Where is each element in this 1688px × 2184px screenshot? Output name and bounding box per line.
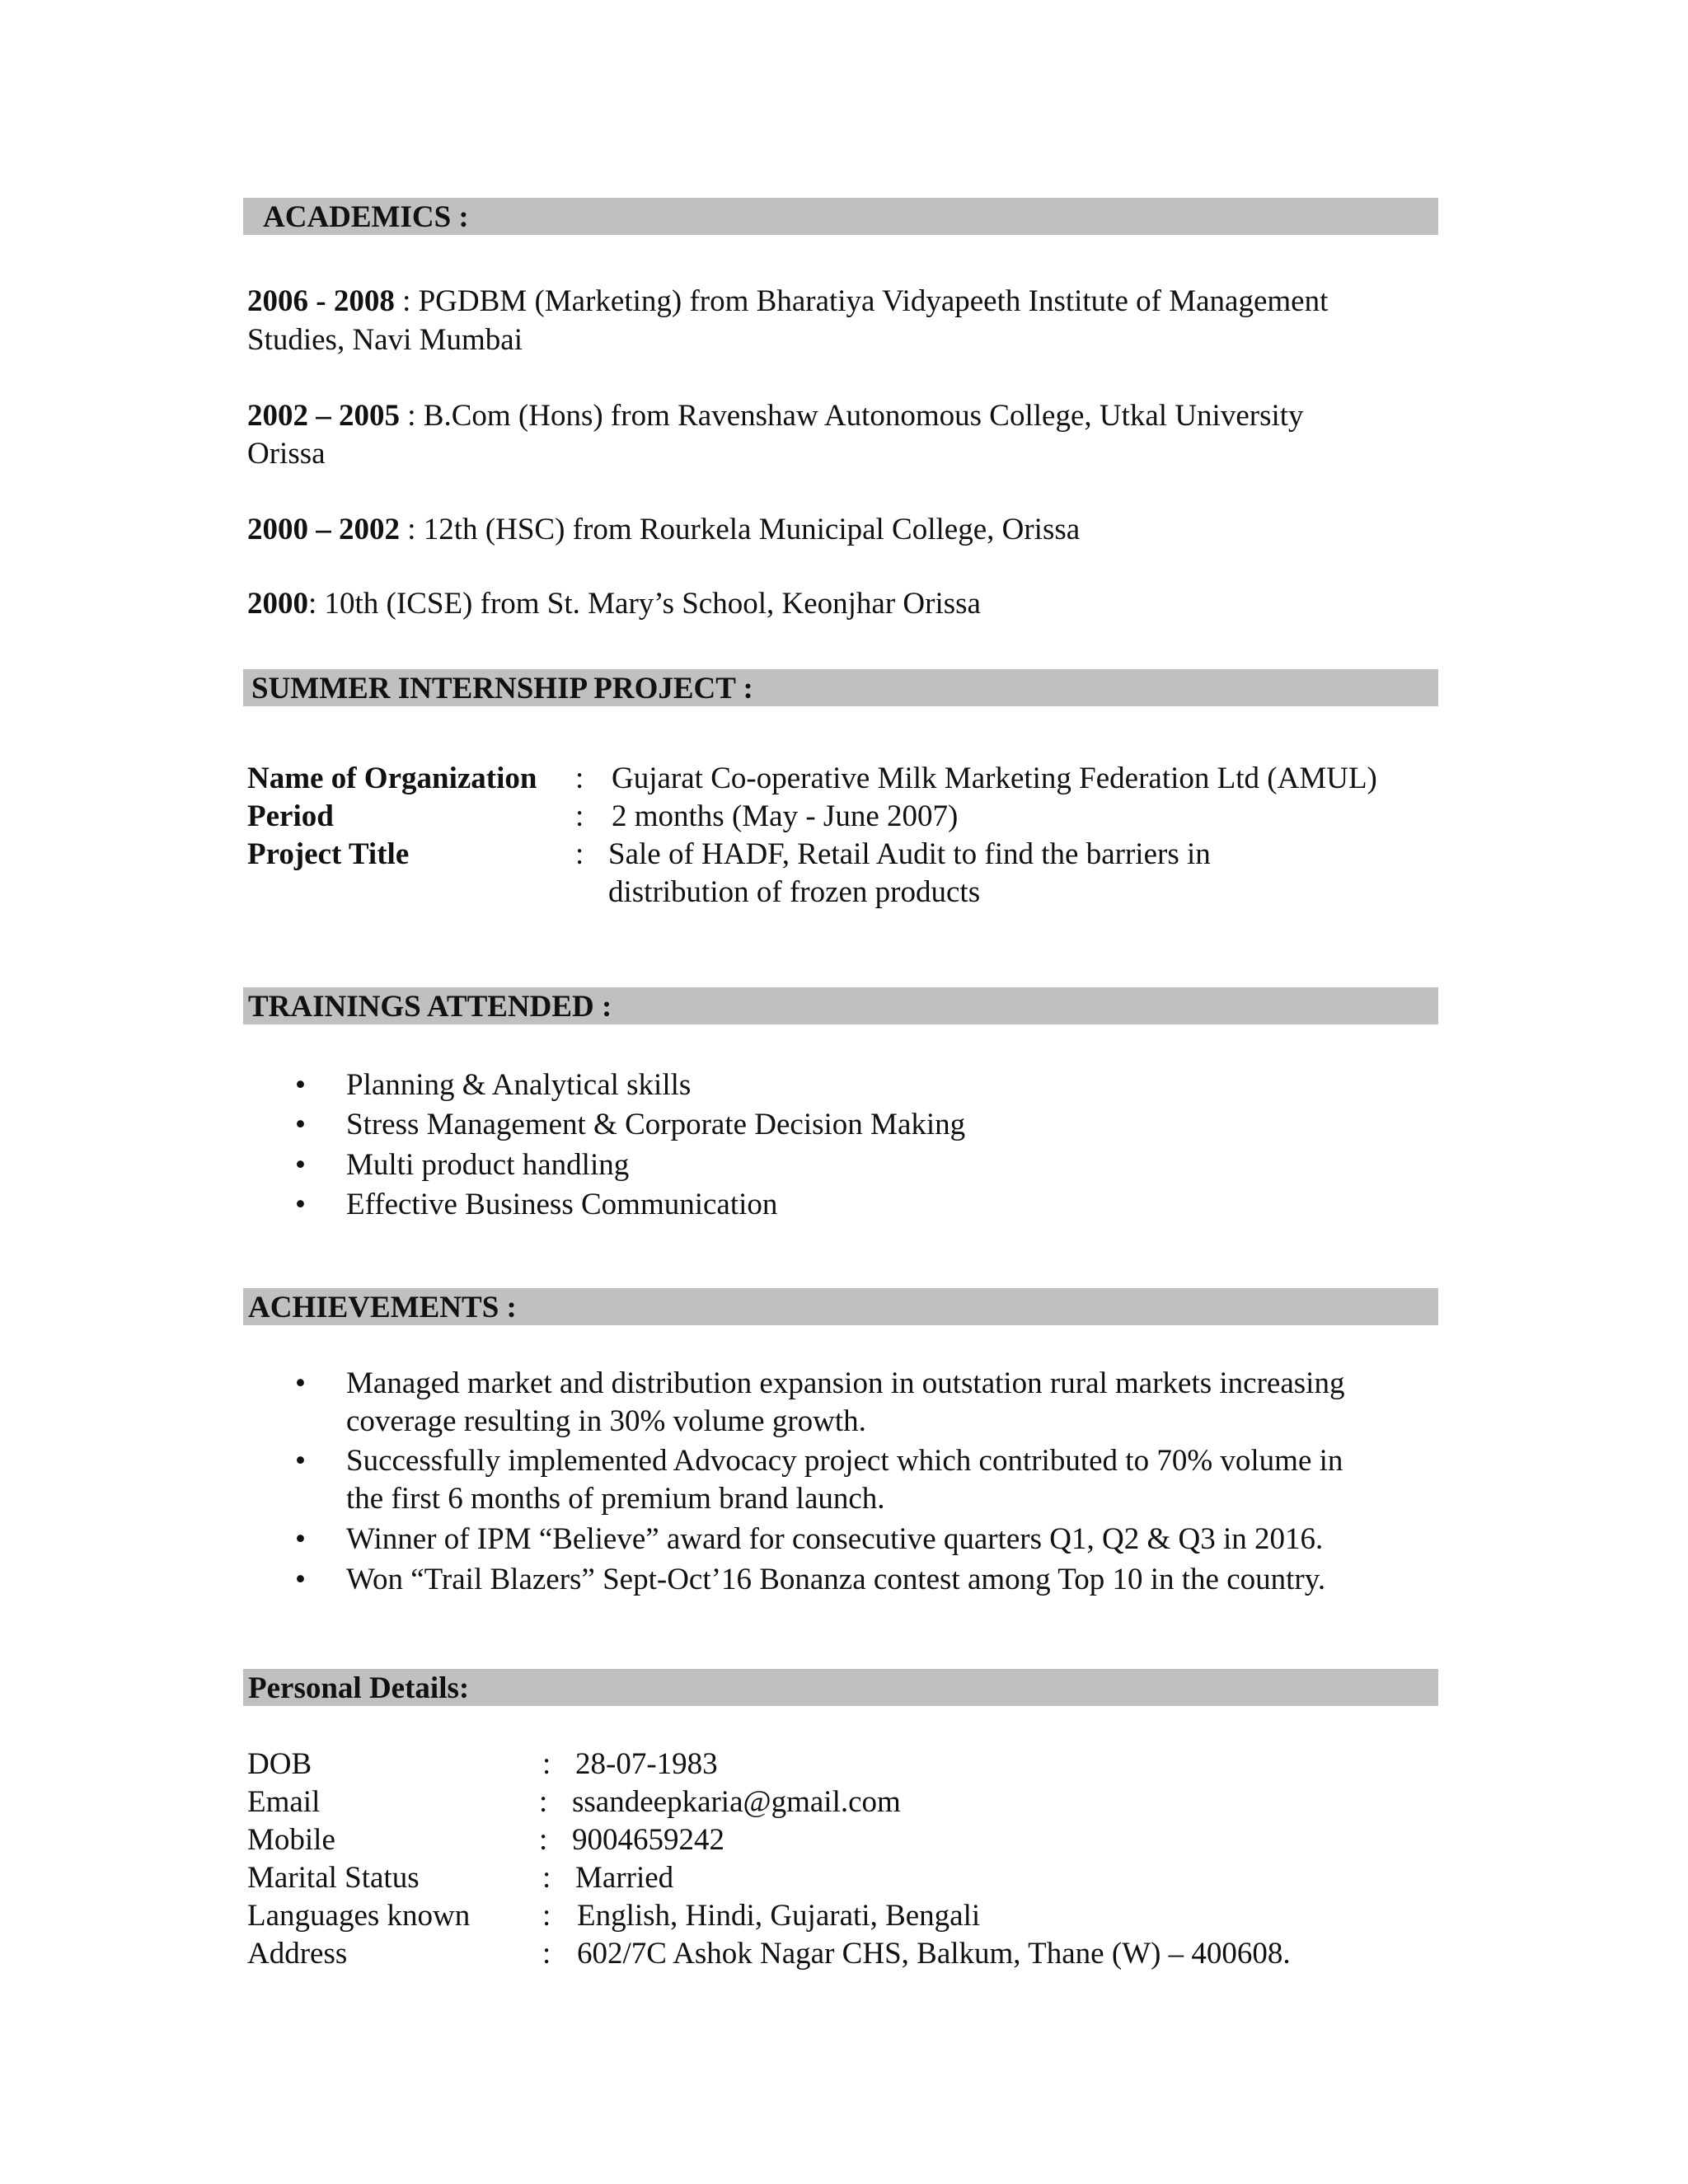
academic-entry-4-text: 10th (ICSE) from St. Mary’s School, Keonjhar Orissa xyxy=(324,587,981,621)
achievement-item-2-line2: the first 6 months of premium brand launch. xyxy=(346,1482,885,1516)
personal-languages-value: English, Hindi, Gujarati, Bengali xyxy=(577,1899,981,1933)
internship-title-value: Sale of HADF, Retail Audit to find the barriers in xyxy=(608,837,1211,871)
academic-entry-1-line1 xyxy=(247,283,1328,321)
personal-heading: Personal Details: xyxy=(243,1669,1438,1706)
training-bullet-4: • xyxy=(295,1188,306,1221)
internship-title-label: Project Title xyxy=(247,837,410,871)
internship-title-value-line2: distribution of frozen products xyxy=(608,875,981,909)
training-bullet-1: • xyxy=(295,1068,306,1102)
academic-entry-1-sep: : xyxy=(394,284,419,318)
academic-entry-3-sep: : xyxy=(400,513,424,546)
achievement-bullet-1: • xyxy=(295,1366,306,1400)
personal-dob-value: 28-07-1983 xyxy=(575,1747,718,1781)
academic-entry-4-years: 2000 xyxy=(247,587,308,621)
personal-mobile-label: Mobile xyxy=(247,1823,335,1857)
academic-entry-4-sep: : xyxy=(308,587,325,621)
academics-heading: ACADEMICS : xyxy=(243,198,1438,235)
training-item-1: Planning & Analytical skills xyxy=(346,1068,692,1102)
personal-address-value: 602/7C Ashok Nagar CHS, Balkum, Thane (W) – 400608. xyxy=(577,1937,1291,1971)
achievement-bullet-3: • xyxy=(295,1522,306,1556)
academic-entry-3-text: 12th (HSC) from Rourkela Municipal College, Orissa xyxy=(423,513,1081,546)
internship-org-colon: : xyxy=(575,762,584,795)
achievements-heading: ACHIEVEMENTS : xyxy=(243,1288,1438,1325)
academic-entry-4-line1 xyxy=(247,585,981,623)
personal-address-label: Address xyxy=(247,1937,348,1971)
internship-org-label: Name of Organization xyxy=(247,762,537,795)
personal-address-colon: : xyxy=(542,1937,551,1971)
academic-entry-3-line1 xyxy=(247,511,1080,549)
personal-dob-label: DOB xyxy=(247,1747,312,1781)
personal-email-value: ssandeepkaria@gmail.com xyxy=(572,1785,901,1819)
personal-dob-colon: : xyxy=(542,1747,551,1781)
personal-email-label: Email xyxy=(247,1785,321,1819)
personal-languages-label: Languages known xyxy=(247,1899,471,1933)
achievement-bullet-4: • xyxy=(295,1563,306,1596)
achievement-bullet-2: • xyxy=(295,1444,306,1478)
internship-title-colon: : xyxy=(575,837,584,871)
personal-languages-colon: : xyxy=(542,1899,551,1933)
academic-entry-2-sep: : xyxy=(400,399,424,433)
academic-entry-1-years: 2006 - 2008 xyxy=(247,284,395,318)
achievement-item-1-line1: Managed market and distribution expansion in outstation rural markets increasing xyxy=(346,1366,1345,1400)
training-bullet-2: • xyxy=(295,1108,306,1141)
internship-period-colon: : xyxy=(575,799,584,833)
academic-entry-1-text: PGDBM (Marketing) from Bharatiya Vidyapeeth Institute of Management xyxy=(418,284,1329,318)
training-item-3: Multi product handling xyxy=(346,1148,630,1182)
internship-heading: SUMMER INTERNSHIP PROJECT : xyxy=(243,669,1438,706)
academic-entry-2-years: 2002 – 2005 xyxy=(247,399,400,433)
internship-org-value: Gujarat Co-operative Milk Marketing Federation Ltd (AMUL) xyxy=(612,762,1377,795)
achievement-item-3: Winner of IPM “Believe” award for consecutive quarters Q1, Q2 & Q3 in 2016. xyxy=(346,1522,1324,1556)
training-item-2: Stress Management & Corporate Decision Making xyxy=(346,1108,966,1141)
training-item-4: Effective Business Communication xyxy=(346,1188,778,1221)
achievement-item-4: Won “Trail Blazers” Sept-Oct’16 Bonanza contest among Top 10 in the country. xyxy=(346,1563,1326,1596)
personal-email-colon: : xyxy=(539,1785,548,1819)
internship-period-label: Period xyxy=(247,799,334,833)
academic-entry-2-line2: Orissa xyxy=(247,437,326,471)
personal-mobile-colon: : xyxy=(539,1823,548,1857)
academic-entry-1-line2: Studies, Navi Mumbai xyxy=(247,323,523,357)
personal-marital-colon: : xyxy=(542,1861,551,1895)
personal-mobile-value: 9004659242 xyxy=(572,1823,724,1857)
achievement-item-2-line1: Successfully implemented Advocacy project which contributed to 70% volume in xyxy=(346,1444,1343,1478)
personal-marital-value: Married xyxy=(575,1861,674,1895)
training-bullet-3: • xyxy=(295,1148,306,1182)
academic-entry-2-text: B.Com (Hons) from Ravenshaw Autonomous College, Utkal University xyxy=(423,399,1304,433)
internship-period-value: 2 months (May - June 2007) xyxy=(612,799,959,833)
academic-entry-2-line1 xyxy=(247,397,1304,435)
academic-entry-3-years: 2000 – 2002 xyxy=(247,513,400,546)
trainings-heading: TRAININGS ATTENDED : xyxy=(243,987,1438,1024)
personal-marital-label: Marital Status xyxy=(247,1861,420,1895)
achievement-item-1-line2: coverage resulting in 30% volume growth. xyxy=(346,1404,866,1438)
